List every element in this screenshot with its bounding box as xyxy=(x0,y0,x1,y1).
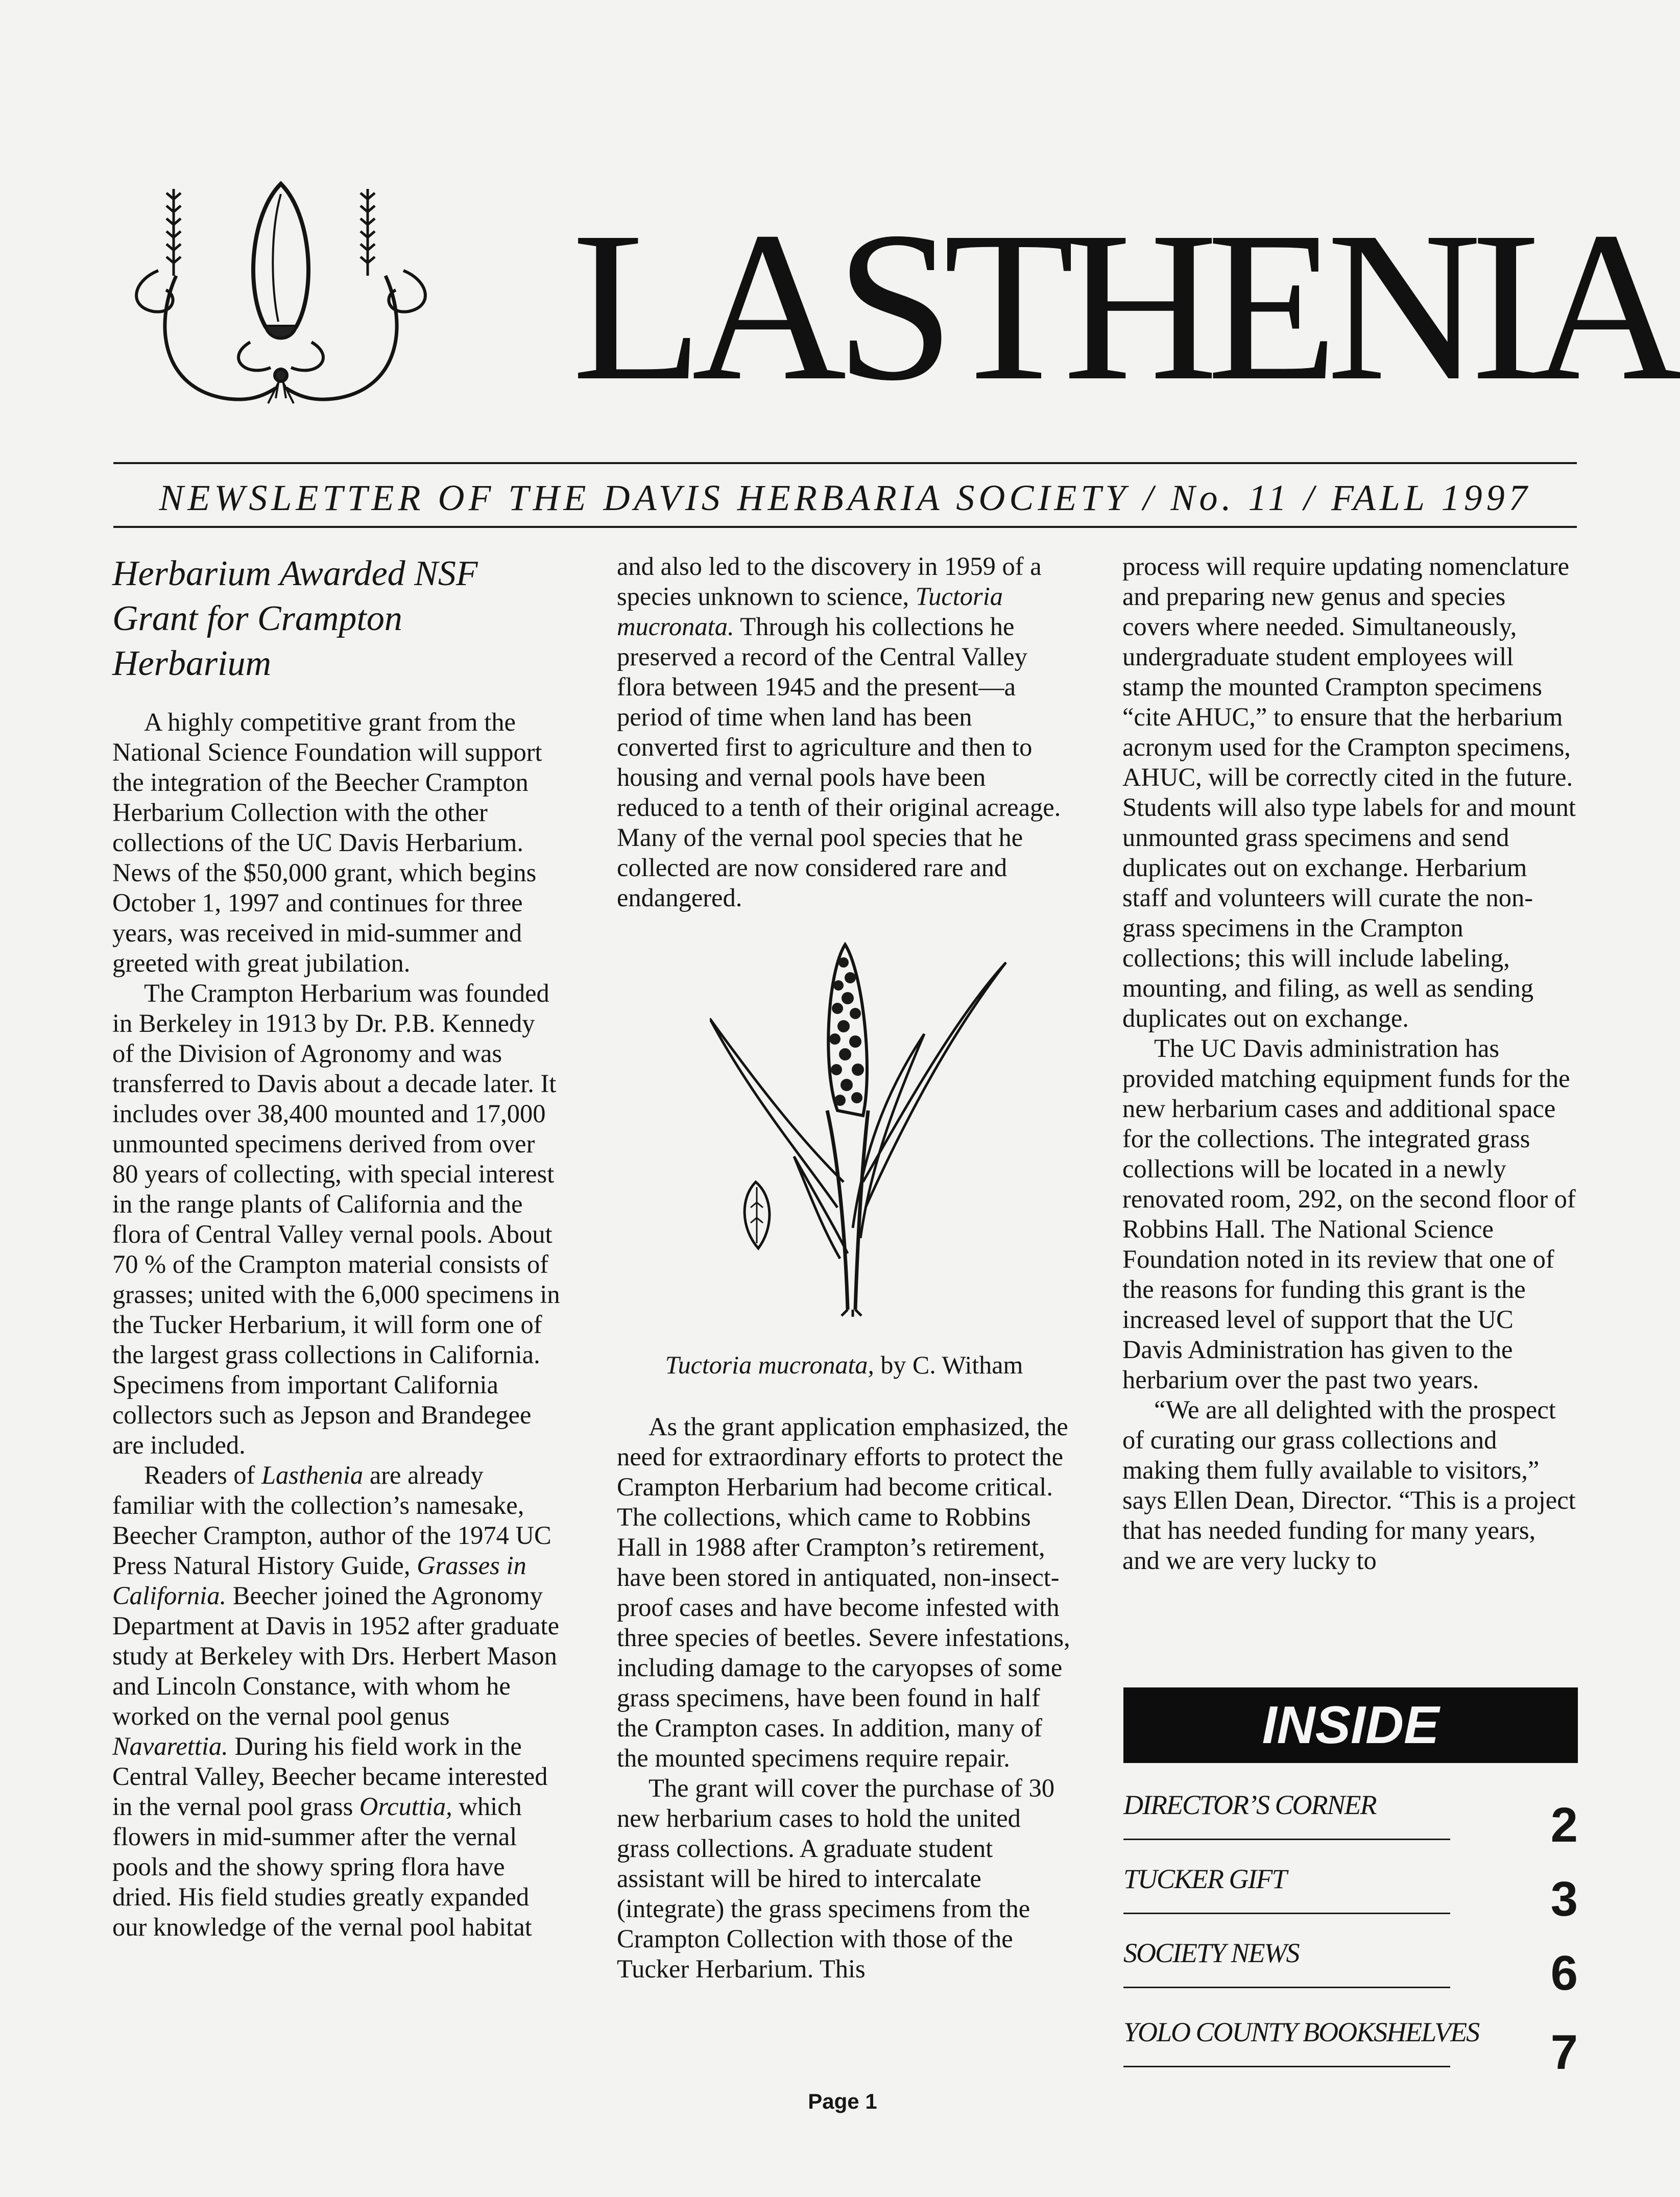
toc-label: YOLO COUNTY BOOKSHELVES xyxy=(1123,2017,1479,2047)
toc-divider xyxy=(1123,2066,1450,2067)
toc-label: TUCKER GIFT xyxy=(1123,1864,1286,1894)
page-number: Page 1 xyxy=(808,2089,877,2113)
toc-item-directors-corner[interactable] xyxy=(1123,1790,1578,1852)
article-paragraph: and also led to the discovery in 1959 of a species unknown to science, Tuctoria mucronata. Through his collections he preserved a record of the Central Valley flora between 1945 and the present—a period of time when land has been converted first to agriculture and then to housing and vernal pools have been reduced to a tenth of their original acreage. Many of the vernal pool species that he collected are now considered rare and endangered. xyxy=(617,552,1061,912)
article-paragraph: Readers of Lasthenia are already familiar with the collection’s namesake, Beecher Crampton, author of the 1974 UC Press Natural History Guide, Grasses in California. Beecher joined the Agronomy Department at Davis in 1952 after graduate study at Berkeley with Drs. Herbert Mason and Lincoln Constance, with whom he worked on the vernal pool genus Navarettia. During his field work in the Central Valley, Beecher became interested in the vernal pool grass Orcuttia, which flowers in mid-summer after the vernal pools and the showy spring flora have dried. His field studies greatly expanded our knowledge of the vernal pool habitat xyxy=(112,1461,559,1941)
toc-page-number: 3 xyxy=(1550,1872,1578,1926)
article-column-2-continued xyxy=(617,1412,1071,1984)
article-paragraph: A highly competitive grant from the National Science Foundation will support the integration of the Beecher Crampton Herbarium Collection with the other collections of the UC Davis Herbarium. News of the $50,000 grant, which begins October 1, 1997 and continues for three years, was received in mid-summer and greeted with great jubilation. xyxy=(112,708,542,977)
toc-item-tucker-gift[interactable] xyxy=(1123,1864,1578,1926)
header-rule-top xyxy=(113,462,1577,464)
toc-divider xyxy=(1123,1987,1450,1988)
header-rule-bottom xyxy=(113,526,1577,528)
article-paragraph: The grant will cover the purchase of 30 new herbarium cases to hold the united grass collections. A graduate student assistant will be hired to intercalate (integrate) the grass specimens from the Crampton Collection with those of the Tucker Herbarium. This xyxy=(617,1774,1055,1983)
illustration-caption: Tuctoria mucronata, by C. Witham xyxy=(665,1350,1023,1379)
article-column-1 xyxy=(112,707,562,1942)
toc-page-number: 6 xyxy=(1550,1946,1578,2000)
toc-item-society-news[interactable] xyxy=(1123,1938,1578,2000)
article-paragraph: process will require updating nomenclature and preparing new genus and species covers where needed. Simultaneously, undergraduate student employees will stamp the mounted Crampton specimens “cite AHUC,” to ensure that the herbarium acronym used for the Crampton specimens, AHUC, will be correctly cited in the future. Students will also type labels for and mount unmounted grass specimens and send duplicates out on exchange. Herbarium staff and volunteers will curate the non-grass specimens in the Crampton collections; this will include labeling, mounting, and filing, as well as sending duplicates out on exchange. xyxy=(1122,552,1576,1032)
toc-page-number: 7 xyxy=(1550,2025,1578,2080)
newsletter-title: LASTHENIA xyxy=(572,187,1674,425)
toc-label: SOCIETY NEWS xyxy=(1123,1938,1299,1968)
article-paragraph: As the grant application emphasized, the need for extraordinary efforts to protect the Crampton Herbarium had become critical. The collections, which came to Robbins Hall in 1988 after Crampton’s retirement, have been stored in antiquated, non-insect-proof cases and have become infested with three species of beetles. Severe infestations, including damage to the caryopses of some grass specimens, have been found in half the Crampton cases. In addition, many of the mounted specimens require repair. xyxy=(617,1412,1070,1772)
article-headline: Herbarium Awarded NSF Grant for Crampton Herbarium xyxy=(112,554,478,683)
inside-heading: INSIDE xyxy=(1123,1687,1578,1763)
article-paragraph: The UC Davis administration has provided matching equipment funds for the new herbarium cases and additional space for the collections. The integrated grass collections will be located in a newly renovated room, 292, on the second floor of Robbins Hall. The National Science Foundation noted in its review that one of the reasons for funding this grant is the increased level of support that the UC Davis Administration has given to the herbarium over the past two years. xyxy=(1122,1034,1576,1394)
article-column-2 xyxy=(617,551,1071,913)
lasthenia-logo-emblem xyxy=(123,174,439,439)
toc-divider xyxy=(1123,1839,1450,1840)
article-paragraph: “We are all delighted with the prospect of curating our grass collections and making them fully available to visitors,” says Ellen Dean, Director. “This is a project that has needed funding for many years, and we are very lucky to xyxy=(1122,1395,1576,1575)
toc-divider xyxy=(1123,1913,1450,1914)
toc-label: DIRECTOR’S CORNER xyxy=(1123,1790,1376,1820)
toc-item-yolo-county-bookshelves[interactable] xyxy=(1123,2017,1578,2080)
newsletter-subtitle: NEWSLETTER OF THE DAVIS HERBARIA SOCIETY / No. 11 / FALL 1997 xyxy=(159,477,1531,518)
tuctoria-illustration xyxy=(710,942,1016,1320)
toc-page-number: 2 xyxy=(1550,1798,1578,1852)
article-column-3 xyxy=(1122,551,1577,1576)
article-paragraph: The Crampton Herbarium was founded in Berkeley in 1913 by Dr. P.B. Kennedy of the Division of Agronomy and was transferred to Davis about a decade later. It includes over 38,400 mounted and 17,000 unmounted specimens derived from over 80 years of collecting, with special interest in the range plants of California and the flora of Central Valley vernal pools. About 70 % of the Crampton material consists of grasses; united with the 6,000 specimens in the Tucker Herbarium, it will form one of the largest grass collections in California. Specimens from important California collectors such as Jepson and Brandegee are included. xyxy=(112,979,560,1459)
